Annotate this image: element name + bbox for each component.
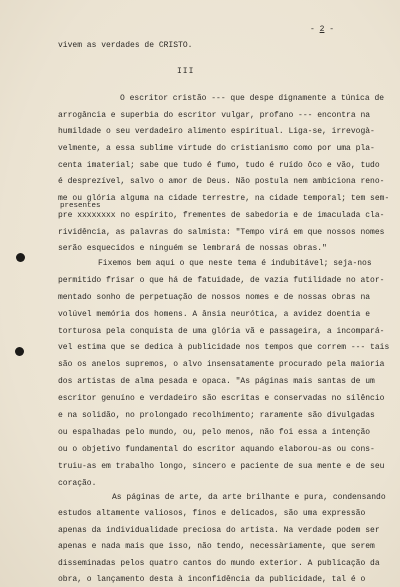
text-line: permitido frisar o que há de fatuidade, de vazia futilidade no ator-: [58, 275, 385, 285]
punch-hole: [16, 253, 25, 262]
text-line: arrogância e superbia do escritor vulgar, profano --- encontra na: [58, 110, 371, 120]
text-line: são os anelos supremos, o alvo insensatamente procurado pela maioria: [58, 360, 385, 370]
page-number: [310, 25, 334, 34]
section-heading: III: [177, 67, 195, 76]
text-line: humildade o seu verdadeiro alimento espiritual. Liga-se, irrevogà-: [58, 127, 375, 137]
intro-line: vivem as verdades de CRISTO.: [58, 41, 193, 50]
text-line: me ou glória alguma na cidade terrestre, na cidade temporal; tem sem-: [58, 194, 390, 204]
text-line: vel estima que se dedica à publicidade nos tempos que correm --- tais: [58, 343, 390, 353]
text-line: disseminadas pelos quatro cantos do mundo exterior. A publicação da: [58, 558, 380, 568]
text-line: obra, o lançamento desta à inconfidência da publicidade, tal é o: [58, 574, 366, 584]
punch-hole: [15, 347, 24, 356]
text-line: estudos altamente valiosos, finos e delicados, são uma expressão: [58, 509, 366, 519]
text-line: mentado sonho de perpetuação de nossos nomes e de nossas obras na: [58, 292, 371, 302]
paragraph-2: [58, 258, 389, 489]
handwritten-insertion: presentes: [60, 202, 101, 210]
text-line: rividência, as palavras do salmista: "Tempo virá em que nossos nomes: [58, 227, 385, 237]
page-number-prefix: -: [310, 25, 320, 34]
text-line: truiu-as em trabalho longo, sincero e paciente de sua mente e de seu: [58, 461, 385, 471]
text-line: velmente, a essa sublime virtude do cristianismo como por uma pla-: [58, 144, 375, 154]
text-line: As páginas de arte, da arte brilhante e pura, condensando: [112, 493, 386, 502]
text-line: escritor genuíno e verdadeiro são escritas e conservadas no silêncio: [58, 394, 385, 404]
paragraph-3: [58, 492, 386, 585]
page-number-suffix: -: [324, 25, 335, 34]
text-line: e na solidão, no prolongado recolhimento; raramente são divulgadas: [58, 411, 375, 421]
text-line: dos artistas de alma pesada e opaca. "As páginas mais santas de um: [58, 377, 375, 387]
page-number-value: 2: [319, 25, 325, 34]
text-line: ou o objetivo fundamental do escritor aquando elaborou-as ou cons-: [58, 444, 375, 454]
paragraph-1: [58, 93, 389, 254]
text-line: O escritor cristão --- que despe dignamente a túnica de: [120, 94, 385, 103]
text-line: pre xxxxxxxx no espírito, frementes de sabedoria e de imaculada cla-: [58, 210, 385, 220]
text-line: é desprezível, salvo o amor de Deus. Não postula nem ambiciona reno-: [58, 177, 385, 187]
text-line: Fixemos bem aqui o que neste tema é indubitável; seja-nos: [98, 259, 372, 268]
text-line: ou espalhadas pelo mundo, ou, pelo menos, não foi essa a intenção: [58, 427, 371, 437]
text-line: coração.: [58, 478, 97, 488]
text-line: apenas e nada mais que isso, não tendo, necessàriamente, que serem: [58, 542, 375, 552]
text-line: volúvel memória dos homens. A ânsia neurótica, a avidez doentia e: [58, 309, 371, 319]
text-line: serão esquecidos e ninguém se lembrará de nossas obras.": [58, 244, 327, 254]
text-line: centa imaterial; sabe que tudo é fumo, tudo é ruído ôco e vão, tudo: [58, 160, 380, 170]
text-line: torturosa pela conquista de uma glória vã e passageira, a incompará-: [58, 326, 385, 336]
text-line: apenas da individualidade preciosa do artista. Na verdade podem ser: [58, 525, 380, 535]
